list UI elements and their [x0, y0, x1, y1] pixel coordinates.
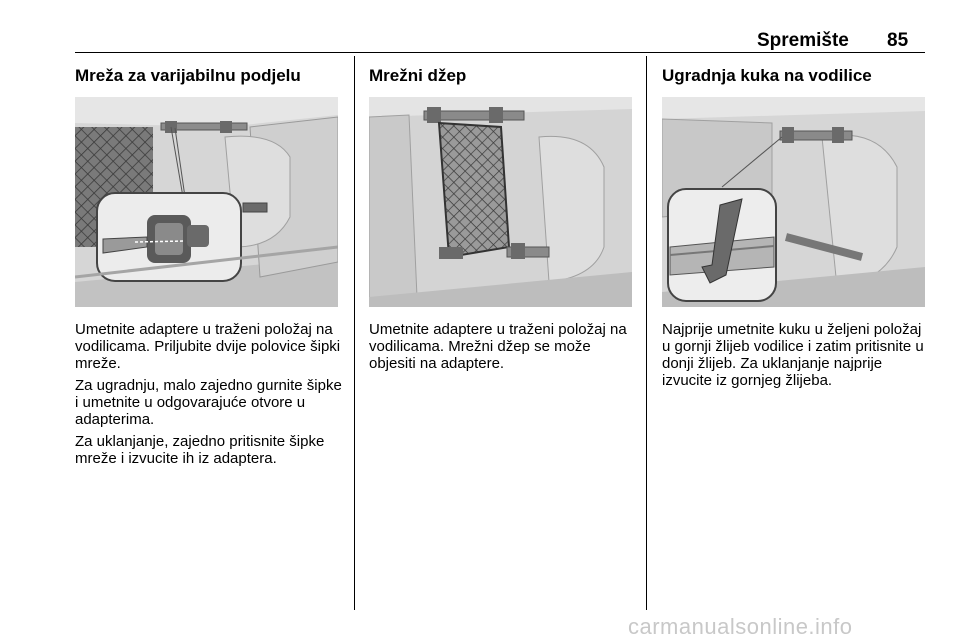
page-number: 85 — [887, 30, 909, 51]
column-divider-1 — [354, 56, 355, 610]
section-heading: Mreža za varijabilnu podjelu — [75, 66, 301, 85]
section-heading: Ugradnja kuka na vodilice — [662, 66, 872, 85]
column-net-divider — [75, 66, 343, 472]
column-hook-install — [662, 66, 930, 394]
paragraph: Umetnite adaptere u traženi položaj na vodilicama. Priljubite dvije polovice šipki mreže. — [75, 321, 341, 372]
figure-net-pocket — [369, 97, 632, 307]
figure-hook-install — [662, 97, 925, 307]
section-body — [75, 321, 343, 467]
net-pocket-illustration — [369, 97, 632, 307]
section-body — [369, 321, 637, 372]
cargo-net-illustration — [75, 97, 338, 307]
section-heading: Mrežni džep — [369, 66, 467, 85]
column-net-pocket — [369, 66, 637, 377]
paragraph: Umetnite adaptere u traženi položaj na vodilicama. Mrežni džep se može objesiti na adaptere. — [369, 321, 627, 372]
section-body — [662, 321, 930, 389]
paragraph: Najprije umetnite kuku u željeni položaj u gornji žlijeb vodilice i zatim pritisnite u donji žlijeb. Za uklanjanje najprije izvucite iz gornjeg žlijeba. — [662, 321, 924, 389]
paragraph: Za ugradnju, malo zajedno gurnite šipke i umetnite u odgovarajuće otvore u adapterima. — [75, 377, 342, 428]
figure-net-divider — [75, 97, 338, 307]
column-divider-2 — [646, 56, 647, 610]
watermark: carmanualsonline.info — [628, 614, 853, 639]
paragraph: Za uklanjanje, zajedno pritisnite šipke mreže i izvucite ih iz adaptera. — [75, 433, 325, 467]
header-rule — [75, 52, 925, 53]
page-header-title: Spremište — [757, 30, 849, 51]
hook-rail-illustration — [662, 97, 925, 307]
